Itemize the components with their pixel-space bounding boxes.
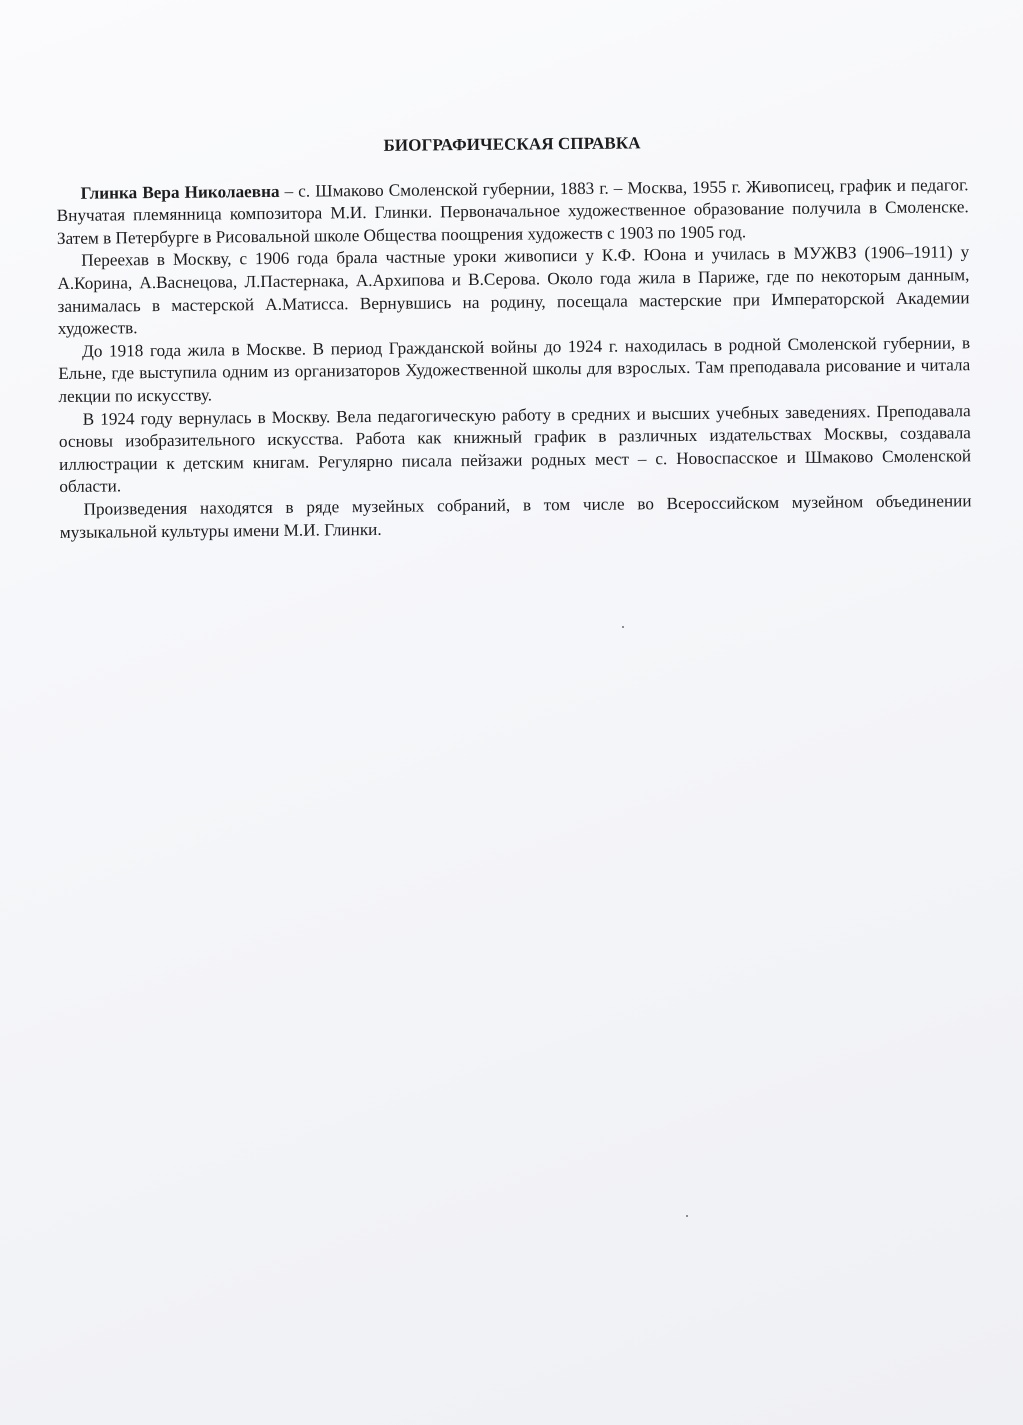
- document-body: [56, 129, 972, 544]
- person-name: Глинка Вера Николаевна: [80, 181, 280, 203]
- paragraph-3: До 1918 года жила в Москве. В период Гражданской войны до 1924 г. находилась в родной Смоленской губернии, в Ельне, где выступила одним из организаторов Художественной школы для взрослых. Там преподавала рисование и читала лекции по искусству.: [58, 332, 971, 406]
- paragraph-1-text: – с. Шмаково Смоленской губернии, 1883 г. – Москва, 1955 г. Живописец, график и педагог. Внучатая племянница композитора М.И. Глинки. Первоначальное художественное образование получила в Смоленске. Затем в Петербурге в Рисовальной школе Общества поощрения художеств с 1903 по 1905 год.: [56, 174, 969, 248]
- paper-speck: [622, 626, 624, 628]
- paragraph-2: Переехав в Москву, с 1906 года брала частные уроки живописи у К.Ф. Юона и училась в МУЖВЗ (1906–1911) у А.Корина, А.Васнецова, Л.Пастернака, А.Архипова и В.Серова. Около года жила в Париже, где по некоторым данным, занималась в мастерской А.Матисса. Вернувшись на родину, посещала мастерские при Императорской Академии художеств.: [57, 242, 970, 339]
- paragraph-5: Произведения находятся в ряде музейных собраний, в том числе во Всероссийском музейном объединении музыкальной культуры имени М.И. Глинки.: [59, 491, 972, 542]
- paper-speck: [686, 1215, 688, 1217]
- paragraph-4: В 1924 году вернулась в Москву. Вела педагогическую работу в средних и высших учебных заведениях. Преподавала основы изобразительного искусства. Работа как книжный график в различных издательствах Москвы, создавала иллюстрации к детским книгам. Регулярно писала пейзажи родных мест – с. Новоспасское и Шмаково Смоленской области.: [58, 400, 972, 497]
- document-title: БИОГРАФИЧЕСКАЯ СПРАВКА: [383, 133, 641, 155]
- paragraph-1: [56, 174, 969, 251]
